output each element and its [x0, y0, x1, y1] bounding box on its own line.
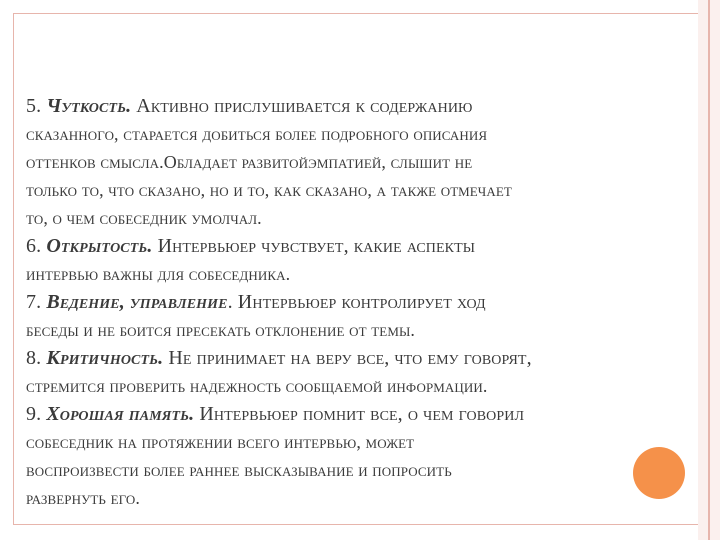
item-number: 7.	[26, 291, 42, 313]
item-8-heading	[26, 344, 696, 372]
item-text: . Интервьюер контролирует ход	[227, 291, 486, 313]
item-text: Активно прислушивается к содержанию	[136, 95, 473, 117]
item-5-line: сказанного, старается добиться более подробного описания	[26, 124, 488, 144]
item-text: Интервьюер чувствует, какие аспекты	[157, 235, 476, 257]
accent-circle	[633, 447, 685, 499]
item-7-heading	[26, 288, 696, 316]
item-term: Ведение, управление	[46, 291, 228, 313]
item-term: Критичность.	[46, 347, 164, 369]
item-text: Не принимает на веру все, что ему говорят,	[168, 347, 532, 369]
item-text: Интервьюер помнит все, о чем говорил	[199, 403, 525, 425]
item-6-heading	[26, 232, 696, 260]
item-term: Открытость.	[46, 235, 153, 257]
item-number: 5.	[26, 95, 42, 117]
slide-body	[26, 92, 696, 512]
item-term: Чуткость.	[46, 95, 132, 117]
right-rail-line	[708, 0, 710, 540]
item-term: Хорошая память.	[46, 403, 195, 425]
item-5-line: только то, что сказано, но и то, как сказано, а также отмечает	[26, 180, 512, 200]
item-9-heading	[26, 400, 696, 428]
item-5-line: оттенков смысла.Обладает развитойэмпатией, слышит не	[26, 152, 473, 172]
item-8-line: стремится проверить надежность сообщаемой информации.	[26, 376, 488, 396]
item-number: 9.	[26, 403, 42, 425]
item-9-line: собеседник на протяжении всего интервью, может	[26, 432, 415, 452]
item-9-line: развернуть его.	[26, 488, 141, 508]
item-7-line: беседы и не боится пресекать отклонение от темы.	[26, 320, 416, 340]
item-5-heading	[26, 92, 696, 120]
item-5-line: то, о чем собеседник умолчал.	[26, 208, 262, 228]
item-9-line: воспроизвести более раннее высказывание и попросить	[26, 460, 452, 480]
item-number: 6.	[26, 235, 42, 257]
item-number: 8.	[26, 347, 42, 369]
item-6-line: интервью важны для собеседника.	[26, 264, 291, 284]
